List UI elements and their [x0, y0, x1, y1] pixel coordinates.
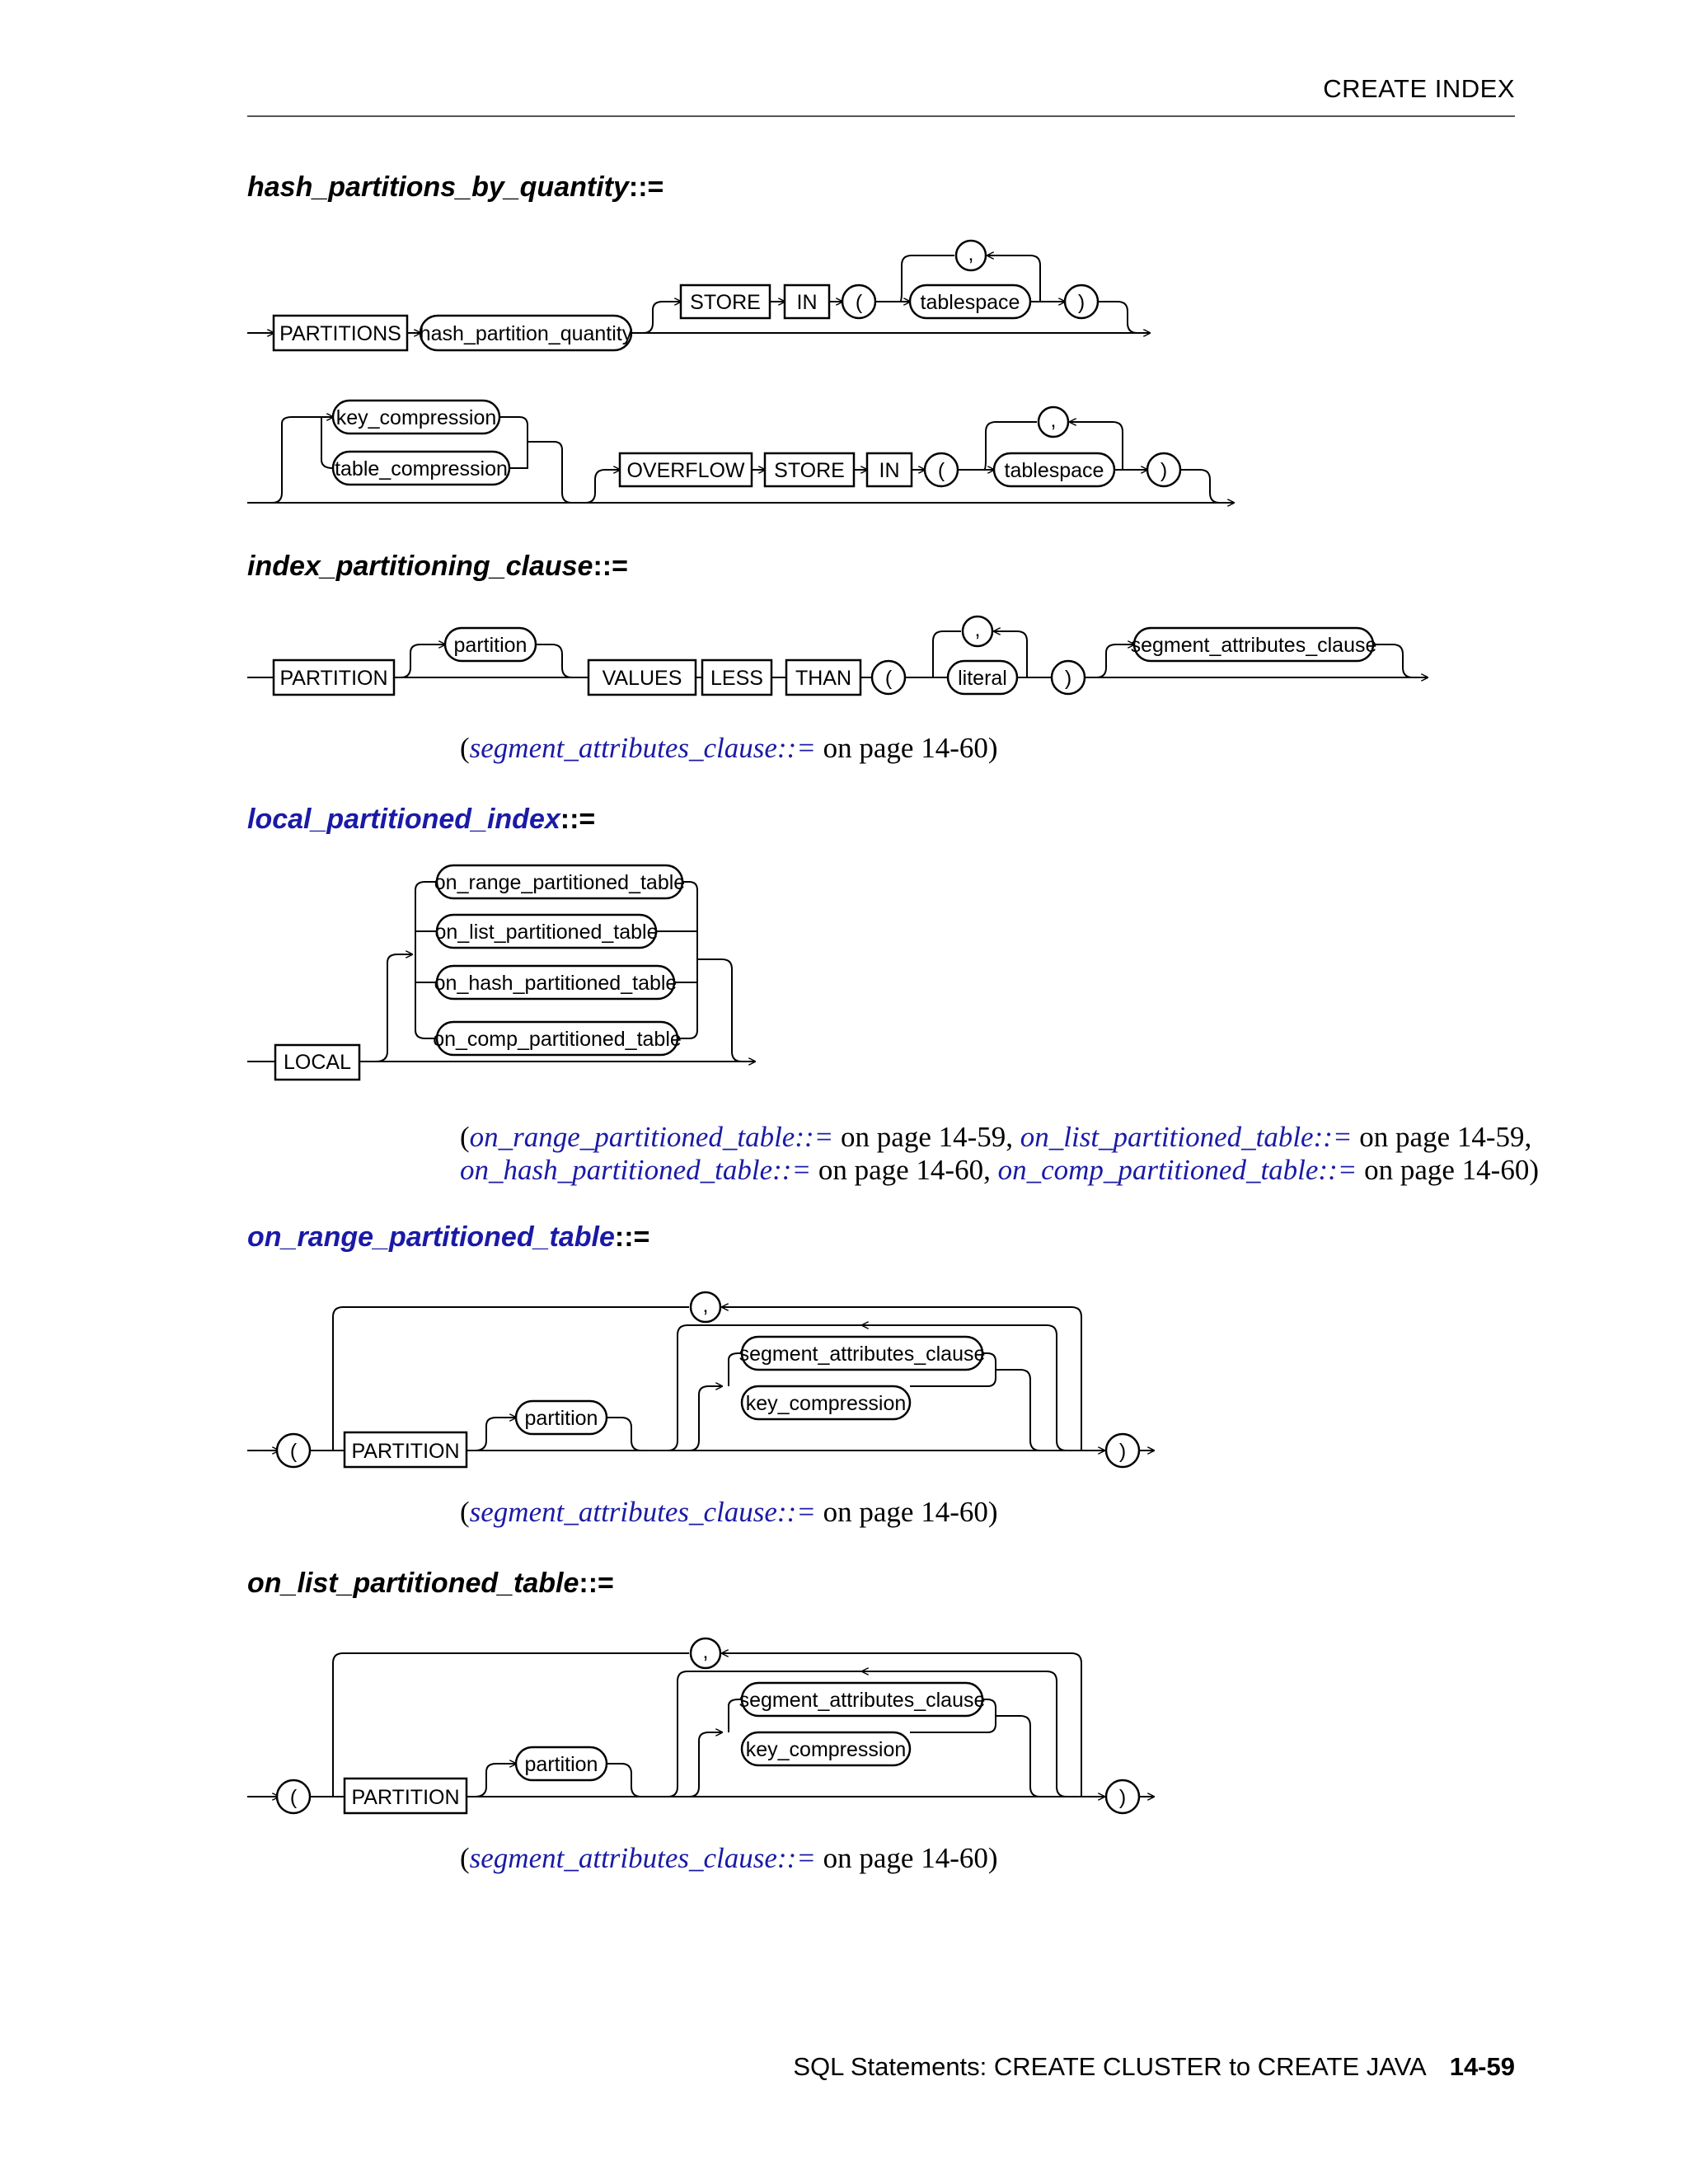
opt-range: on_range_partitioned_table — [434, 871, 686, 894]
heading-index-partitioning: index_partitioning_clause::= — [247, 551, 628, 582]
ref-local-partitioned: (on_range_partitioned_table::= on page 14-59, on_list_partitioned_table::= on page 14-59, — [460, 1121, 1532, 1153]
ref-index-partitioning: (segment_attributes_clause::= on page 14-60) — [460, 732, 998, 764]
link-segment-attributes-2[interactable]: segment_attributes_clause::= — [469, 1496, 816, 1528]
nt-partition: partition — [524, 1407, 598, 1430]
nt-key: key_compression — [745, 1738, 907, 1761]
nt-key-compression: key_compression — [335, 406, 497, 429]
diagram-local-partitioned — [0, 857, 1688, 1104]
heading-on-list: on_list_partitioned_table::= — [247, 1568, 614, 1599]
heading-hash-partitions: hash_partitions_by_quantity::= — [247, 171, 664, 203]
diagram-index-partitioning — [0, 602, 1688, 725]
kw-in2: IN — [879, 459, 900, 482]
running-header: CREATE INDEX — [1323, 74, 1515, 103]
link-on-hash[interactable]: on_hash_partitioned_table::= — [460, 1154, 812, 1186]
kw-values: VALUES — [602, 667, 682, 690]
rparen: ) — [1118, 1440, 1127, 1463]
lparen: ( — [855, 291, 863, 314]
comma: , — [702, 1294, 709, 1317]
nt-partition: partition — [524, 1753, 598, 1776]
opt-comp: on_comp_partitioned_table — [433, 1028, 682, 1051]
kw-store: STORE — [690, 291, 761, 314]
link-on-range[interactable]: on_range_partitioned_table::= — [469, 1121, 834, 1153]
lparen: ( — [884, 667, 893, 690]
diagram-hash-partitions — [0, 231, 1688, 527]
heading-on-range: on_range_partitioned_table::= — [247, 1221, 650, 1253]
link-on-range-heading[interactable]: on_range_partitioned_table — [247, 1221, 615, 1253]
lparen: ( — [289, 1440, 298, 1463]
kw-in: IN — [796, 291, 818, 314]
kw-store2: STORE — [774, 459, 845, 482]
diagram-on-list — [0, 1624, 1688, 1821]
comma: , — [968, 242, 974, 265]
kw-partition: PARTITION — [351, 1440, 460, 1463]
kw-partitions: PARTITIONS — [279, 322, 401, 345]
link-segment-attributes[interactable]: segment_attributes_clause::= — [469, 732, 816, 764]
rparen: ) — [1077, 291, 1085, 314]
comma: , — [974, 618, 981, 641]
link-local-partitioned[interactable]: local_partitioned_index — [247, 804, 560, 835]
kw-overflow: OVERFLOW — [626, 459, 745, 482]
kw-less: LESS — [710, 667, 763, 690]
rparen: ) — [1064, 667, 1072, 690]
kw-local: LOCAL — [284, 1051, 351, 1074]
comma: , — [702, 1640, 709, 1663]
kw-partition: PARTITION — [351, 1786, 460, 1809]
diagram-on-range — [0, 1277, 1688, 1475]
rparen2: ) — [1160, 459, 1168, 482]
page-number: 14-59 — [1449, 2052, 1515, 2081]
link-segment-attributes-3[interactable]: segment_attributes_clause::= — [469, 1842, 816, 1874]
link-on-comp[interactable]: on_comp_partitioned_table::= — [997, 1154, 1357, 1186]
ref-on-range: (segment_attributes_clause::= on page 14-60) — [460, 1496, 998, 1528]
link-on-list[interactable]: on_list_partitioned_table::= — [1020, 1121, 1353, 1153]
page-footer — [793, 2052, 1515, 2082]
nt-key: key_compression — [745, 1392, 907, 1415]
nt-quantity: hash_partition_quantity — [419, 322, 633, 345]
footer-title: SQL Statements: CREATE CLUSTER to CREATE JAVA — [793, 2052, 1427, 2081]
nt-segment: segment_attributes_clause — [1130, 634, 1377, 657]
opt-list: on_list_partitioned_table — [434, 921, 659, 944]
nt-partition: partition — [453, 634, 528, 657]
rparen: ) — [1118, 1786, 1127, 1809]
ref-on-list: (segment_attributes_clause::= on page 14-60) — [460, 1842, 998, 1874]
nt-segment: segment_attributes_clause — [738, 1689, 986, 1712]
nt-tablespace: tablespace — [920, 291, 1020, 314]
comma2: , — [1050, 409, 1057, 432]
lparen2: ( — [937, 459, 945, 482]
nt-tablespace2: tablespace — [1004, 459, 1104, 482]
kw-partition: PARTITION — [279, 667, 388, 690]
nt-table-compression: table_compression — [335, 457, 508, 480]
nt-segment: segment_attributes_clause — [738, 1343, 986, 1366]
nt-literal: literal — [958, 667, 1007, 690]
opt-hash: on_hash_partitioned_table — [434, 972, 678, 995]
ref-local-partitioned-line2: on_hash_partitioned_table::= on page 14-60, on_comp_partitioned_table::= on page 14-60) — [460, 1154, 1539, 1186]
kw-than: THAN — [795, 667, 852, 690]
header-rule — [247, 115, 1515, 117]
lparen: ( — [289, 1786, 298, 1809]
heading-local-partitioned: local_partitioned_index::= — [247, 804, 596, 835]
